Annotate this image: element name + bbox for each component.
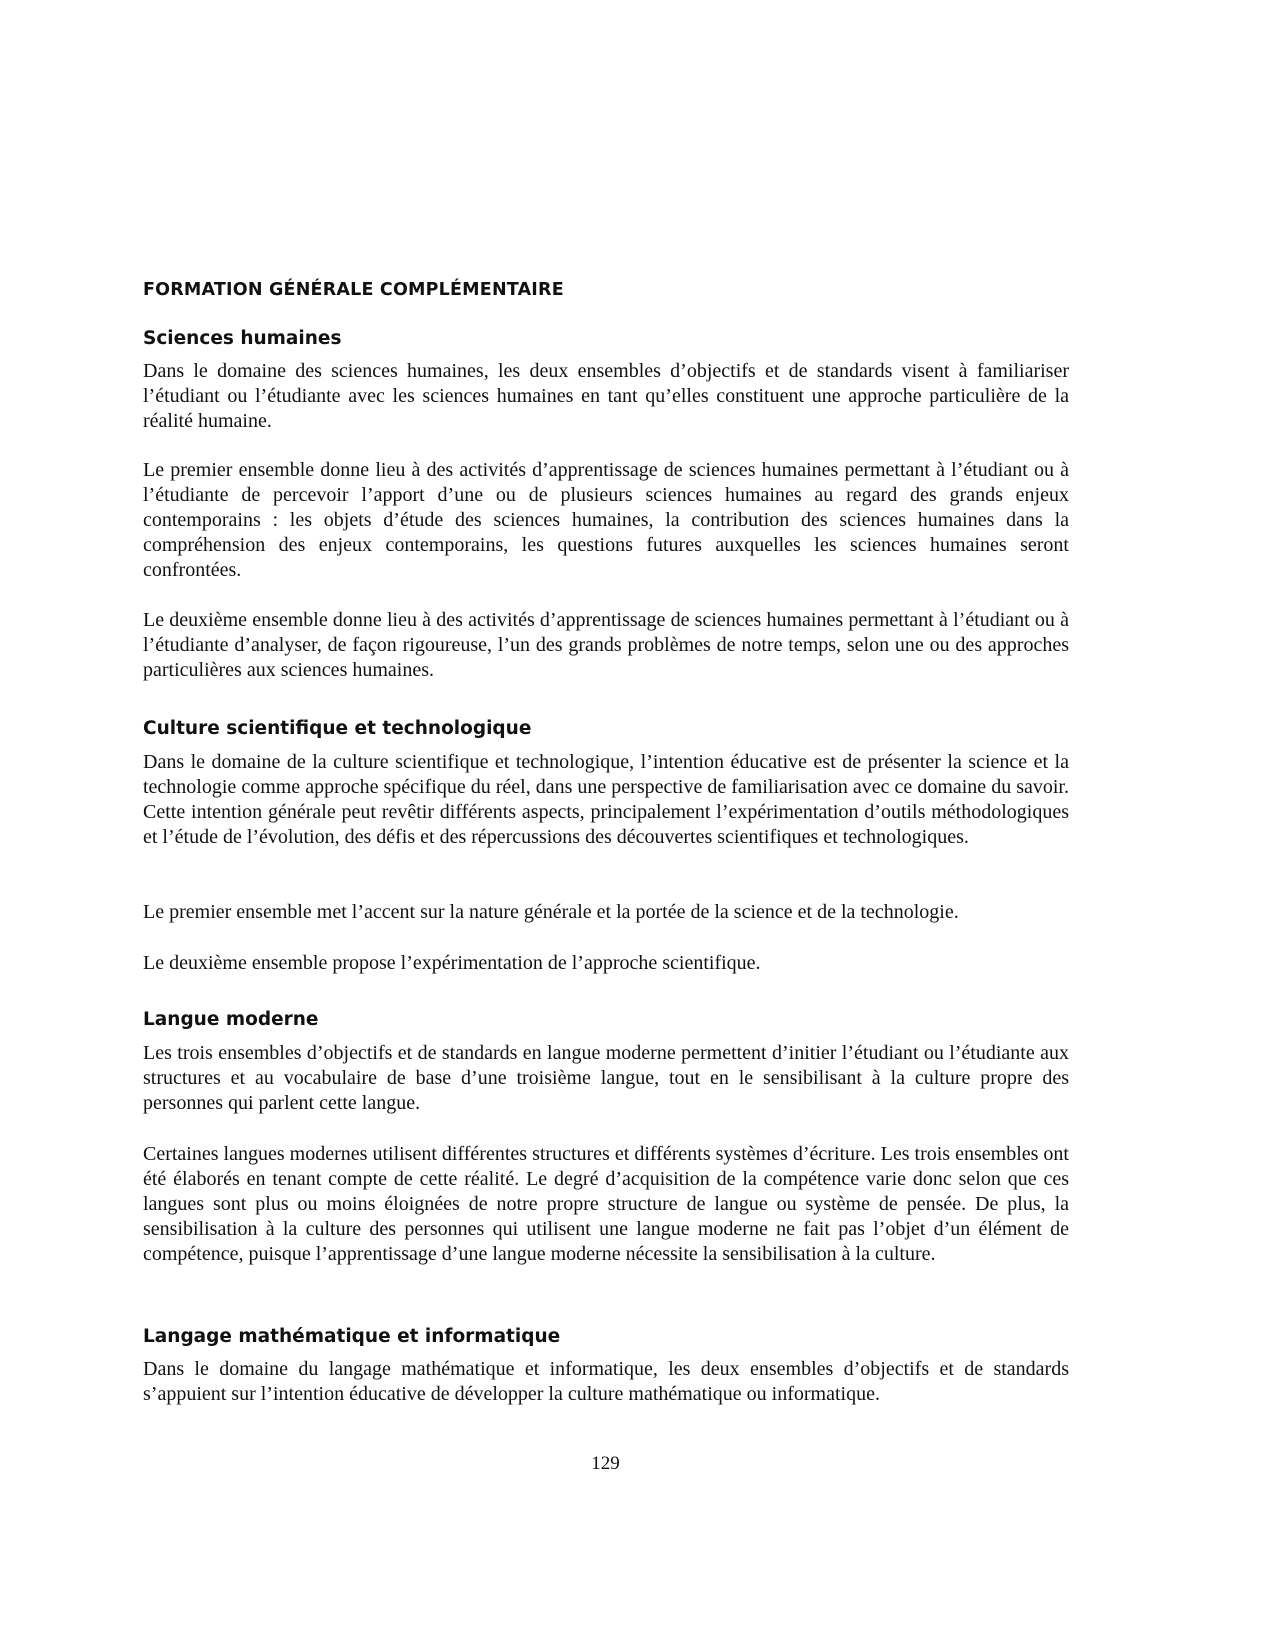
page-title: FORMATION GÉNÉRALE COMPLÉMENTAIRE xyxy=(143,280,564,300)
paragraph: Le deuxième ensemble donne lieu à des activités d’apprentissage de sciences humaines permettant à l’étudiant ou à l’étudiante d’analyser, de façon rigoureuse, l’un des grands problèmes de notre temps, selon une ou des approches particulières aux sciences humaines. xyxy=(143,609,1069,681)
section-heading: Sciences humaines xyxy=(143,328,342,349)
paragraph: Dans le domaine du langage mathématique et informatique, les deux ensembles d’objectifs et de standards s’appuient sur l’intention éducative de développer la culture mathématique ou informatique. xyxy=(143,1358,1069,1405)
paragraph: Dans le domaine de la culture scientifique et technologique, l’intention éducative est de présenter la science et la technologie comme approche spécifique du réel, dans une perspective de familiarisation avec ce domaine du savoir. Cette intention générale peut revêtir différents aspects, principalement l’expérimentation d’outils méthodologiques et l’étude de l’évolution, des défis et des répercussions des découvertes scientifiques et technologiques. xyxy=(143,751,1069,848)
paragraph: Certaines langues modernes utilisent différentes structures et différents systèmes d’écriture. Les trois ensembles ont été élaborés en tenant compte de cette réalité. Le degré d’acquisition de la compétence varie donc selon que ces langues sont plus ou moins éloignées de notre propre structure de langue ou système de pensée. De plus, la sensibilisation à la culture des personnes qui utilisent une langue moderne ne fait pas l’objet d’un élément de compétence, puisque l’apprentissage d’une langue moderne nécessite la sensibilisation à la culture. xyxy=(143,1143,1069,1265)
section-heading: Culture scientifique et technologique xyxy=(143,718,532,739)
paragraph: Le premier ensemble donne lieu à des activités d’apprentissage de sciences humaines permettant à l’étudiant ou à l’étudiante de percevoir l’apport d’une ou de plusieurs sciences humaines au regard des grands enjeux contemporains : les objets d’étude des sciences humaines, la contribution des sciences humaines dans la compréhension des enjeux contemporains, les questions futures auxquelles les sciences humaines seront confrontées. xyxy=(143,459,1069,581)
section-heading: Langage mathématique et informatique xyxy=(143,1326,561,1347)
paragraph: Le deuxième ensemble propose l’expérimentation de l’approche scientifique. xyxy=(143,952,761,974)
page-number: 129 xyxy=(591,1453,620,1474)
section-heading: Langue moderne xyxy=(143,1009,319,1030)
paragraph: Dans le domaine des sciences humaines, les deux ensembles d’objectifs et de standards visent à familiariser l’étudiant ou l’étudiante avec les sciences humaines en tant qu’elles constituent une approche particulière de la réalité humaine. xyxy=(143,360,1069,432)
paragraph: Le premier ensemble met l’accent sur la nature générale et la portée de la science et de la technologie. xyxy=(143,901,959,923)
paragraph: Les trois ensembles d’objectifs et de standards en langue moderne permettent d’initier l’étudiant ou l’étudiante aux structures et au vocabulaire de base d’une troisième langue, tout en le sensibilisant à la culture propre des personnes qui parlent cette langue. xyxy=(143,1042,1069,1114)
